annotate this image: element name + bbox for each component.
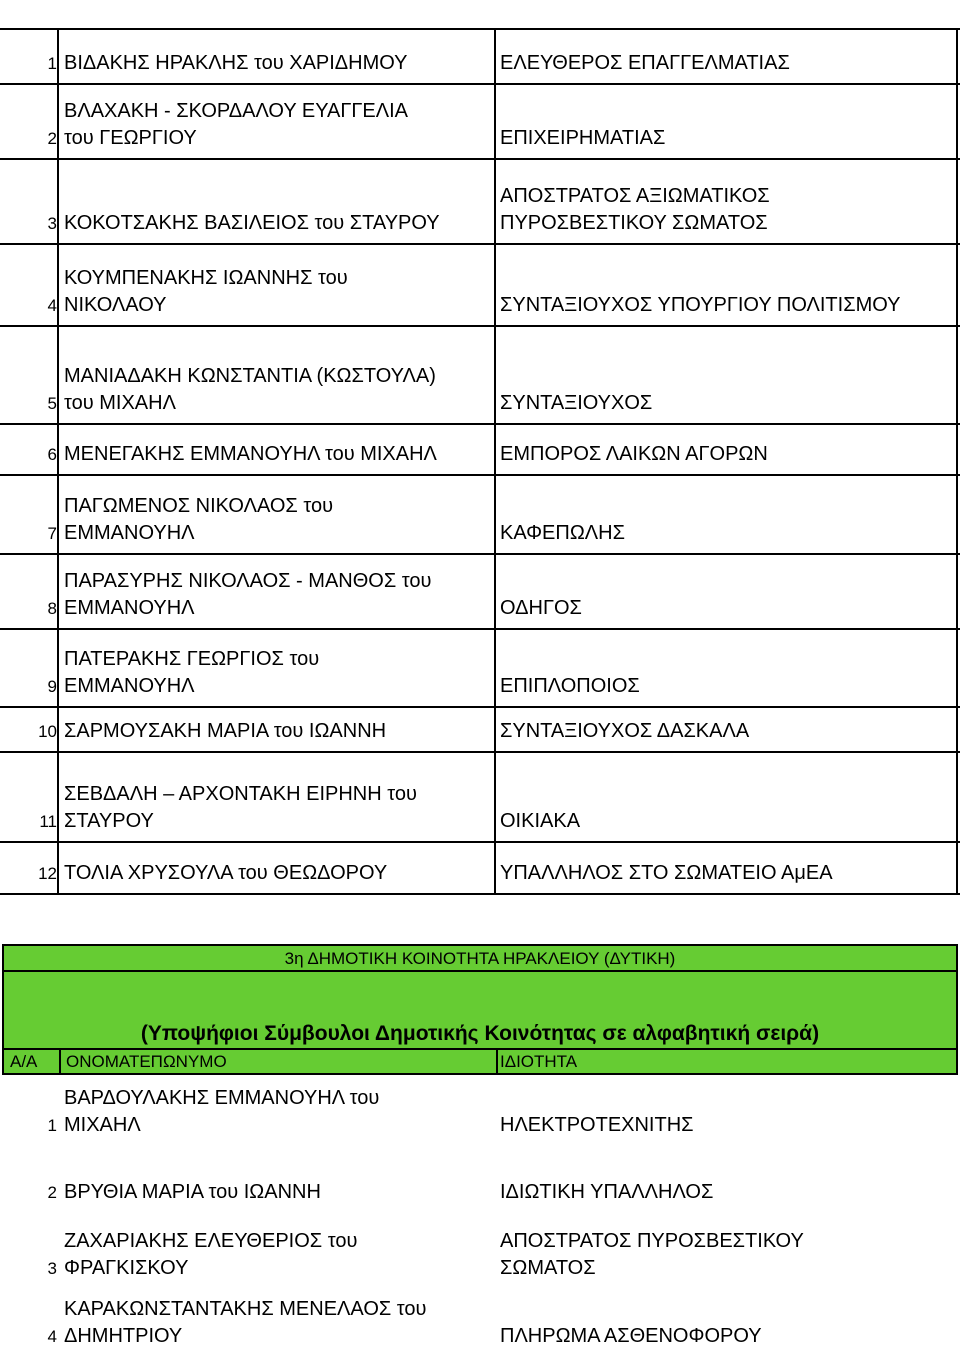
- candidate-name: [64, 363, 494, 417]
- candidate-occupation-line: ΚΑΦΕΠΩΛΗΣ: [500, 522, 625, 544]
- candidate-name-line: ΝΙΚΟΛΑΟΥ: [64, 294, 167, 316]
- candidate-occupation: [500, 1323, 958, 1350]
- candidate-occupation: [500, 860, 958, 887]
- candidate-name: [64, 1085, 494, 1139]
- candidate-name-line: ΜΙΧΑΗΛ: [64, 1114, 141, 1136]
- candidate-name-line: του ΓΕΩΡΓΙΟΥ: [64, 127, 197, 149]
- candidate-name: [64, 646, 494, 700]
- row-number: 2: [47, 129, 57, 148]
- table-row: [0, 1288, 960, 1356]
- row-number: 3: [47, 214, 57, 233]
- candidate-name-line: ΠΑΡΑΣΥΡΗΣ ΝΙΚΟΛΑΟΣ - ΜΑΝΘΟΣ του: [64, 570, 432, 592]
- row-number: 10: [38, 722, 57, 741]
- table-row: [0, 85, 960, 160]
- candidate-occupation: [500, 390, 958, 417]
- candidate-name-line: ΣΤΑΥΡΟΥ: [64, 810, 154, 832]
- candidate-occupation-line: ΠΛΗΡΩΜΑ ΑΣΘΕΝΟΦΟΡΟΥ: [500, 1325, 762, 1347]
- column-divider: [494, 30, 496, 895]
- header-num: Α/Α: [10, 1052, 38, 1071]
- candidate-occupation-line: ΕΠΙΧΕΙΡΗΜΑΤΙΑΣ: [500, 127, 666, 149]
- community-subtitle-band: [2, 972, 958, 1048]
- candidate-name: [64, 1296, 494, 1350]
- candidate-occupation-line: ΠΥΡΟΣΒΕΣΤΙΚΟΥ ΣΩΜΑΤΟΣ: [500, 212, 768, 234]
- candidate-name-line: ΜΑΝΙΑΔΑΚΗ ΚΩΝΣΤΑΝΤΙΑ (ΚΩΣΤΟΥΛΑ): [64, 365, 436, 387]
- candidate-name: [64, 718, 494, 745]
- candidate-occupation-line: ΣΥΝΤΑΞΙΟΥΧΟΣ: [500, 392, 653, 414]
- candidate-name-line: ΚΑΡΑΚΩΝΣΤΑΝΤΑΚΗΣ ΜΕΝΕΛΑΟΣ του: [64, 1298, 427, 1320]
- candidate-occupation: [500, 1179, 958, 1206]
- table-row: [0, 425, 960, 476]
- candidate-name-line: ΖΑΧΑΡΙΑΚΗΣ ΕΛΕΥΘΕΡΙΟΣ του: [64, 1230, 358, 1252]
- candidate-name-line: ΒΙΔΑΚΗΣ ΗΡΑΚΛΗΣ του ΧΑΡΙΔΗΜΟΥ: [64, 52, 408, 74]
- row-number: 9: [47, 677, 57, 696]
- community-title: [2, 944, 958, 972]
- candidate-occupation-line: ΟΙΚΙΑΚΑ: [500, 810, 581, 832]
- candidate-occupation: [500, 520, 958, 547]
- candidate-occupation-line: ΑΠΟΣΤΡΑΤΟΣ ΑΞΙΩΜΑΤΙΚΟΣ: [500, 185, 770, 207]
- row-number: 1: [47, 54, 57, 73]
- candidate-name-line: ΚΟΚΟΤΣΑΚΗΣ ΒΑΣΙΛΕΙΟΣ του ΣΤΑΥΡΟΥ: [64, 212, 440, 234]
- candidate-occupation: [500, 441, 958, 468]
- candidate-name-line: ΤΟΛΙΑ ΧΡΥΣΟΥΛΑ του ΘΕΩΔΟΡΟΥ: [64, 862, 388, 884]
- table-row: [0, 555, 960, 630]
- row-number: 5: [47, 394, 57, 413]
- candidate-name: [64, 210, 494, 237]
- candidate-name: [64, 781, 494, 835]
- candidate-name-line: ΜΕΝΕΓΑΚΗΣ ΕΜΜΑΝΟΥΗΛ του ΜΙΧΑΗΛ: [64, 443, 437, 465]
- table-row: [0, 476, 960, 555]
- candidate-occupation-line: ΙΔΙΩΤΙΚΗ ΥΠΑΛΛΗΛΟΣ: [500, 1181, 714, 1203]
- candidate-occupation: [500, 673, 958, 700]
- header-occupation: ΙΔΙΟΤΗΤΑ: [500, 1052, 578, 1071]
- candidate-name-line: ΕΜΜΑΝΟΥΗΛ: [64, 675, 195, 697]
- candidate-occupation-line: ΕΠΙΠΛΟΠΟΙΟΣ: [500, 675, 640, 697]
- candidate-name: [64, 1179, 494, 1206]
- candidate-occupation: [500, 50, 958, 77]
- row-number: 8: [47, 599, 57, 618]
- community-subtitle: (Υποψήφιοι Σύμβουλοι Δημοτικής Κοινότητας σε αλφαβητική σειρά): [140, 1022, 820, 1045]
- candidate-occupation-line: ΟΔΗΓΟΣ: [500, 597, 582, 619]
- candidate-name: [64, 441, 494, 468]
- row-number: 6: [47, 445, 57, 464]
- column-headers: [2, 1048, 958, 1075]
- row-number: 1: [47, 1116, 57, 1135]
- table-row: [0, 630, 960, 708]
- candidate-name-line: ΒΡΥΘΙΑ ΜΑΡΙΑ του ΙΩΑΝΝΗ: [64, 1181, 321, 1203]
- table-top-border: [0, 28, 960, 30]
- header-divider: [59, 1050, 61, 1074]
- candidate-name-line: ΕΜΜΑΝΟΥΗΛ: [64, 522, 195, 544]
- candidate-occupation-line: ΣΥΝΤΑΞΙΟΥΧΟΣ ΥΠΟΥΡΓΙΟΥ ΠΟΛΙΤΙΣΜΟΥ: [500, 294, 901, 316]
- table-row: [0, 327, 960, 425]
- candidate-name: [64, 265, 494, 319]
- row-number: 11: [39, 812, 57, 831]
- candidate-name-line: ΚΟΥΜΠΕΝΑΚΗΣ ΙΩΑΝΝΗΣ του: [64, 267, 348, 289]
- table-row: [0, 1212, 960, 1288]
- candidate-occupation: [500, 1112, 958, 1139]
- row-number: 4: [47, 296, 57, 315]
- candidate-name-line: του ΜΙΧΑΗΛ: [64, 392, 176, 414]
- column-divider: [57, 30, 59, 895]
- header-name: ΟΝΟΜΑΤΕΠΩΝΥΜΟ: [66, 1052, 227, 1071]
- table-row: [0, 160, 960, 245]
- table-row: [0, 1076, 960, 1145]
- candidate-occupation: [500, 1228, 958, 1282]
- row-number: 4: [47, 1327, 57, 1346]
- candidate-name: [64, 50, 494, 77]
- candidate-name-line: ΠΑΓΩΜΕΝΟΣ ΝΙΚΟΛΑΟΣ του: [64, 495, 334, 517]
- table-row: [0, 30, 960, 85]
- table-row: [0, 843, 960, 895]
- candidate-name-line: ΒΑΡΔΟΥΛΑΚΗΣ ΕΜΜΑΝΟΥΗΛ του: [64, 1087, 380, 1109]
- candidate-occupation-line: ΗΛΕΚΤΡΟΤΕΧΝΙΤΗΣ: [500, 1114, 694, 1136]
- header-divider: [496, 1050, 498, 1074]
- row-number: 3: [47, 1259, 57, 1278]
- table-row: [0, 753, 960, 843]
- candidate-name: [64, 1228, 494, 1282]
- candidate-name-line: ΔΗΜΗΤΡΙΟΥ: [64, 1325, 183, 1347]
- candidate-occupation-line: ΕΛΕΥΘΕΡΟΣ ΕΠΑΓΓΕΛΜΑΤΙΑΣ: [500, 52, 790, 74]
- candidate-occupation-line: ΣΥΝΤΑΞΙΟΥΧΟΣ ΔΑΣΚΑΛΑ: [500, 720, 750, 742]
- candidate-occupation: [500, 808, 958, 835]
- table-row: [0, 245, 960, 327]
- column-divider: [956, 30, 958, 895]
- candidate-occupation: [500, 718, 958, 745]
- candidate-occupation-line: ΑΠΟΣΤΡΑΤΟΣ ΠΥΡΟΣΒΕΣΤΙΚΟΥ: [500, 1230, 804, 1252]
- candidate-name: [64, 493, 494, 547]
- candidate-occupation-line: ΥΠΑΛΛΗΛΟΣ ΣΤΟ ΣΩΜΑΤΕΙΟ ΑμΕΑ: [500, 862, 833, 884]
- candidate-occupation-line: ΣΩΜΑΤΟΣ: [500, 1257, 596, 1279]
- candidate-name-line: ΠΑΤΕΡΑΚΗΣ ΓΕΩΡΓΙΟΣ του: [64, 648, 320, 670]
- candidate-name-line: ΣΕΒΔΑΛΗ – ΑΡΧΟΝΤΑΚΗ ΕΙΡΗΝΗ του: [64, 783, 417, 805]
- community-title-text: 3η ΔΗΜΟΤΙΚΗ ΚΟΙΝΟΤΗΤΑ ΗΡΑΚΛΕΙΟΥ (ΔΥΤΙΚΗ): [284, 949, 676, 968]
- table-row: [0, 1145, 960, 1212]
- table-row: [0, 708, 960, 753]
- candidate-occupation-line: ΕΜΠΟΡΟΣ ΛΑΙΚΩΝ ΑΓΟΡΩΝ: [500, 443, 768, 465]
- candidate-name: [64, 98, 494, 152]
- row-number: 12: [38, 864, 57, 883]
- candidate-name: [64, 568, 494, 622]
- candidate-occupation: [500, 183, 958, 237]
- candidate-occupation: [500, 595, 958, 622]
- candidate-name-line: ΕΜΜΑΝΟΥΗΛ: [64, 597, 195, 619]
- candidate-name-line: ΦΡΑΓΚΙΣΚΟΥ: [64, 1257, 189, 1279]
- candidate-occupation: [500, 125, 958, 152]
- row-number: 2: [47, 1183, 57, 1202]
- candidate-name: [64, 860, 494, 887]
- candidate-occupation: [500, 292, 958, 319]
- candidate-name-line: ΒΛΑΧΑΚΗ - ΣΚΟΡΔΑΛΟΥ ΕΥΑΓΓΕΛΙΑ: [64, 100, 409, 122]
- row-number: 7: [47, 524, 57, 543]
- candidate-name-line: ΣΑΡΜΟΥΣΑΚΗ ΜΑΡΙΑ του ΙΩΑΝΝΗ: [64, 720, 387, 742]
